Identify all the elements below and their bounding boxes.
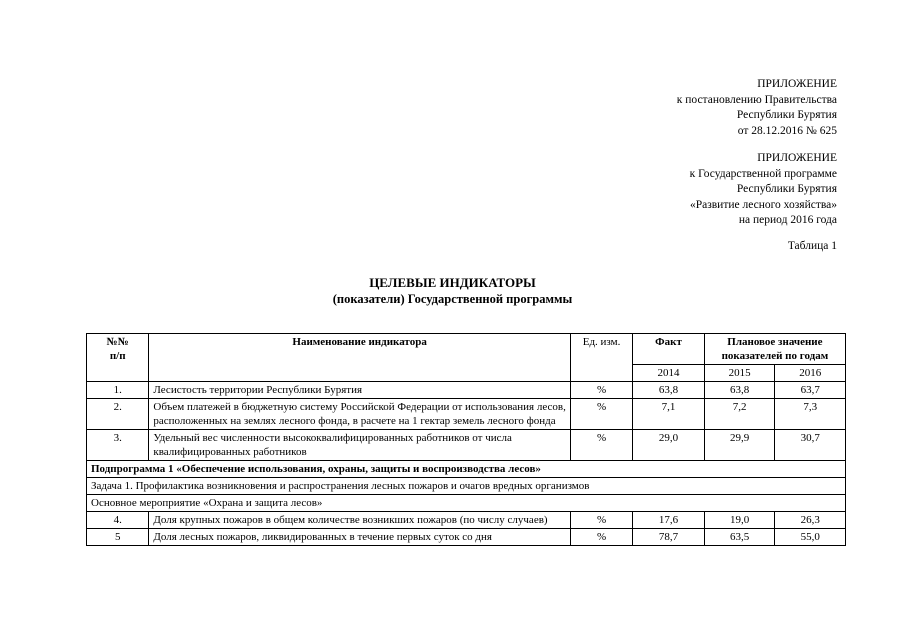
program-header-line: «Развитие лесного хозяйства» [689, 198, 837, 211]
row-value-2016: 55,0 [775, 529, 846, 546]
header-unit: Ед. изм. [570, 334, 632, 382]
approval-header-line: Республики Бурятия [736, 109, 837, 121]
row-value-2014: 17,6 [633, 512, 705, 529]
indicators-table [86, 333, 846, 546]
header-name: Наименование индикатора [149, 334, 570, 382]
task-row [87, 478, 846, 495]
row-value-2016: 7,3 [775, 399, 846, 430]
row-unit: % [570, 399, 632, 430]
activity-row [87, 495, 846, 512]
document-title: ЦЕЛЕВЫЕ ИНДИКАТОРЫ [369, 275, 536, 290]
table-row [87, 512, 846, 529]
row-unit: % [570, 382, 632, 399]
row-value-2016: 30,7 [775, 430, 846, 461]
row-value-2015: 19,0 [704, 512, 775, 529]
row-name: Доля крупных пожаров в общем количестве возникших пожаров (по числу случаев) [149, 512, 570, 529]
row-value-2015: 29,9 [704, 430, 775, 461]
header-year-plan: 2016 [775, 365, 846, 382]
header-num-line: п/п [109, 350, 126, 362]
program-header-line: Республики Бурятия [736, 183, 837, 195]
row-value-2014: 29,0 [633, 430, 705, 461]
header-num [87, 334, 149, 382]
task-title: Задача 1. Профилактика возникновения и распространения лесных пожаров и очагов вредных организмов [87, 478, 846, 495]
row-name: Доля лесных пожаров, ликвидированных в течение первых суток со дня [149, 529, 570, 546]
subprogram-row [87, 461, 846, 478]
row-value-2016: 26,3 [775, 512, 846, 529]
row-value-2016: 63,7 [775, 382, 846, 399]
row-num: 3. [87, 430, 149, 461]
row-num: 4. [87, 512, 149, 529]
header-plan: Плановое значение показателей по годам [704, 334, 845, 365]
row-name: Удельный вес численности высококвалифицированных работников от числа квалифицированных работников [149, 430, 570, 461]
row-unit: % [570, 512, 632, 529]
row-value-2014: 78,7 [633, 529, 705, 546]
row-num: 1. [87, 382, 149, 399]
header-year-plan: 2015 [704, 365, 775, 382]
row-value-2015: 63,5 [704, 529, 775, 546]
approval-header-line: ПРИЛОЖЕНИЕ [757, 78, 837, 90]
row-num: 5 [87, 529, 149, 546]
row-value-2014: 7,1 [633, 399, 705, 430]
row-name: Лесистость территории Республики Бурятия [149, 382, 570, 399]
header-year-fact: 2014 [633, 365, 705, 382]
program-header-line: ПРИЛОЖЕНИЕ [757, 152, 837, 164]
table-row [87, 399, 846, 430]
program-header [690, 151, 837, 229]
approval-header [677, 77, 837, 139]
row-num: 2. [87, 399, 149, 430]
row-value-2015: 7,2 [704, 399, 775, 430]
table-number: Таблица 1 [787, 240, 837, 252]
program-header-line: на период 2016 года [738, 214, 837, 226]
header-fact: Факт [633, 334, 705, 365]
program-header-line: к Государственной программе [689, 167, 837, 180]
table-row [87, 382, 846, 399]
table-row [87, 529, 846, 546]
row-unit: % [570, 529, 632, 546]
row-value-2015: 63,8 [704, 382, 775, 399]
table-header-row [87, 334, 846, 365]
header-num-line: №№ [106, 336, 129, 348]
row-name: Объем платежей в бюджетную систему Российской Федерации от использования лесов, расположенных на землях лесного фонда, в расчете на 1 гектар земель лесного фонда [149, 399, 570, 430]
activity-title: Основное мероприятие «Охрана и защита лесов» [87, 495, 846, 512]
subprogram-title: Подпрограмма 1 «Обеспечение использования, охраны, защиты и воспроизводства лесов» [87, 461, 846, 478]
document-subtitle: (показатели) Государственной программы [332, 292, 573, 306]
table-row [87, 430, 846, 461]
approval-header-line: от 28.12.2016 № 625 [737, 124, 837, 137]
row-value-2014: 63,8 [633, 382, 705, 399]
approval-header-line: к постановлению Правительства [676, 93, 837, 106]
row-unit: % [570, 430, 632, 461]
